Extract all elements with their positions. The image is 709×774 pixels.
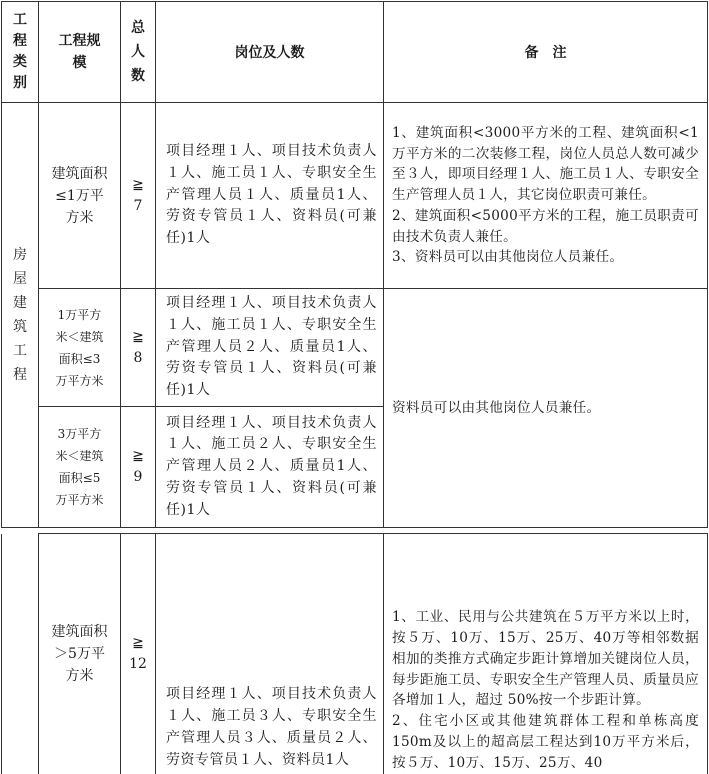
row-2-positions: 项目经理１人、项目技术负责人１人、施工员１人、专职安全生产管理人员２人、质量员1人、劳资专管员１人、资料员(可兼任)1人 — [156, 289, 384, 407]
header-scale: 工程规模 — [39, 2, 121, 103]
rows-2-3-remarks: 资料员可以由其他岗位人员兼任。 — [384, 289, 708, 528]
row-4-count: ≧ 12 — [121, 534, 156, 774]
row-3-positions: 项目经理１人、项目技术负责人１人、施工员２人、专职安全生产管理人员２人、质量员1人、劳资专管员１人、资料员(可兼任)1人 — [156, 407, 384, 528]
row-1-positions: 项目经理１人、项目技术负责人１人、施工员１人、专职安全生产管理人员１人、质量员1人、劳资专管员１人、资料员(可兼任)1人 — [156, 103, 384, 289]
staffing-table-page-1 — [1, 1, 708, 528]
row-4-positions: 项目经理１人、项目技术负责人１人、施工员３人、专职安全生产管理人员３人、质量员２人、劳资专管员１人、资料员1人 — [156, 534, 384, 774]
category-continued — [2, 534, 39, 774]
header-positions: 岗位及人数 — [156, 2, 384, 103]
row-2-count: ≧ 8 — [121, 289, 156, 407]
staffing-table-page-2 — [1, 533, 708, 774]
category-house-building: 房屋建筑工程 — [2, 103, 39, 528]
header-remarks: 备 注 — [384, 2, 708, 103]
row-3-count: ≧ 9 — [121, 407, 156, 528]
header-total: 总人数 — [121, 2, 156, 103]
row-1-scale: 建筑面积≤1万平方米 — [39, 103, 121, 289]
row-4-remarks: 1、工业、民用与公共建筑在５万平方米以上时，按５万、10万、15万、25万、40万等相邻数据相加的类推方式确定步距计算增加关键岗位人员，每步距施工员、专职安全生产管理人员、质量员应各增加１人，超过 50%按一个步距计算。 2、住宅小区或其他建筑群体工程和单栋高度150m及以上的超高层工程达到10万平方米后，按５万、10万、15万、25万、40 — [384, 534, 708, 774]
row-1-remarks: 1、建筑面积<3000平方米的工程、建筑面积<1万平方米的二次装修工程，岗位人员总人数可减少至３人，即项目经理１人、施工员１人、专职安全生产管理人员１人，其它岗位职责可兼任。 2、建筑面积<5000平方米的工程，施工员职责可由技术负责人兼任。 3、资料员可以由其他岗位人员兼任。 — [384, 103, 708, 289]
row-1-count: ≧ 7 — [121, 103, 156, 289]
header-category: 工程类别 — [2, 2, 39, 103]
row-3-scale: 3万平方米＜建筑面积≤5万平方米 — [39, 407, 121, 528]
row-4-scale: 建筑面积＞5万平方米 — [39, 534, 121, 774]
row-2-scale: 1万平方米＜建筑面积≤3万平方米 — [39, 289, 121, 407]
